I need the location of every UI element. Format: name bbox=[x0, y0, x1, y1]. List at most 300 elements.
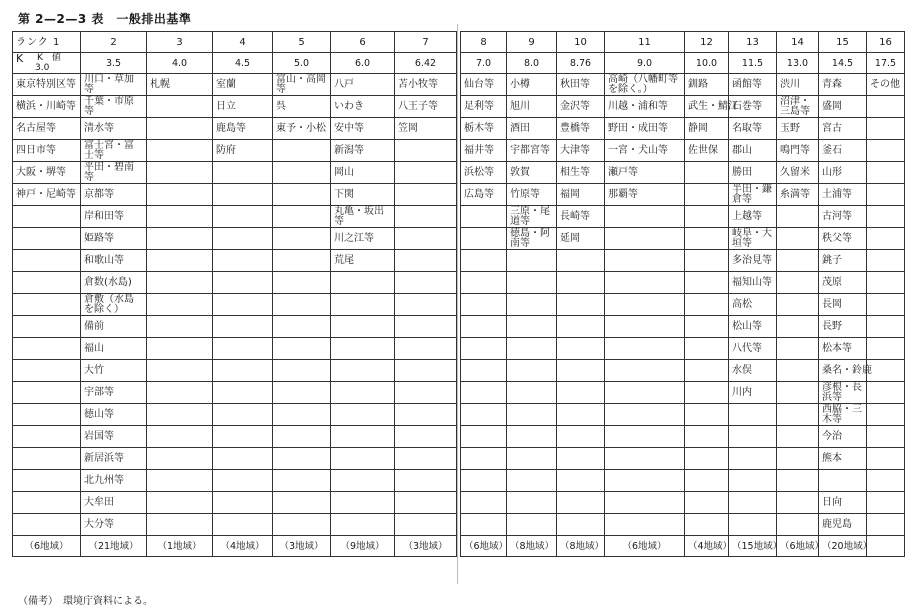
area-cell bbox=[605, 492, 685, 514]
table-row bbox=[461, 404, 905, 426]
totals-row bbox=[13, 536, 457, 557]
area-cell bbox=[461, 360, 507, 382]
area-cell bbox=[273, 426, 331, 448]
total-cell bbox=[867, 536, 905, 557]
area-cell bbox=[395, 426, 457, 448]
table-row bbox=[13, 250, 457, 272]
table-row bbox=[13, 228, 457, 250]
area-cell bbox=[147, 162, 213, 184]
table-row bbox=[13, 118, 457, 140]
area-cell bbox=[507, 294, 557, 316]
area-cell bbox=[557, 404, 605, 426]
area-cell: 竹原等 bbox=[507, 184, 557, 206]
area-cell bbox=[777, 294, 819, 316]
area-cell bbox=[213, 492, 273, 514]
area-cell: 静岡 bbox=[685, 118, 729, 140]
area-cell bbox=[13, 294, 81, 316]
area-cell bbox=[13, 514, 81, 536]
area-cell bbox=[273, 294, 331, 316]
area-cell bbox=[395, 382, 457, 404]
area-cell: 一宮・犬山等 bbox=[605, 140, 685, 162]
area-cell bbox=[213, 360, 273, 382]
area-cell bbox=[331, 316, 395, 338]
k-value-cell: 6.0 bbox=[331, 53, 395, 74]
area-cell bbox=[273, 250, 331, 272]
area-cell bbox=[273, 382, 331, 404]
area-cell: 福山 bbox=[81, 338, 147, 360]
total-cell: （6地域） bbox=[605, 536, 685, 557]
area-cell bbox=[395, 316, 457, 338]
area-cell bbox=[777, 448, 819, 470]
area-cell bbox=[685, 492, 729, 514]
table-row bbox=[461, 250, 905, 272]
area-cell bbox=[507, 250, 557, 272]
area-cell bbox=[213, 514, 273, 536]
area-cell: 八戸 bbox=[331, 74, 395, 96]
area-cell bbox=[557, 272, 605, 294]
total-cell: （1地域） bbox=[147, 536, 213, 557]
area-cell: 川之江等 bbox=[331, 228, 395, 250]
area-cell: 福岡 bbox=[557, 184, 605, 206]
area-cell bbox=[777, 360, 819, 382]
area-cell bbox=[867, 426, 905, 448]
area-cell: 古河等 bbox=[819, 206, 867, 228]
area-cell: 瀬戸等 bbox=[605, 162, 685, 184]
area-cell: 三原・尾道等 bbox=[507, 206, 557, 228]
table-row bbox=[461, 382, 905, 404]
area-cell bbox=[331, 382, 395, 404]
area-cell bbox=[461, 272, 507, 294]
table-row bbox=[13, 206, 457, 228]
rank-cell: 8 bbox=[461, 32, 507, 53]
area-cell: 川内 bbox=[729, 382, 777, 404]
area-cell: 東京特別区等 bbox=[13, 74, 81, 96]
area-cell: 岸和田等 bbox=[81, 206, 147, 228]
area-cell bbox=[867, 360, 905, 382]
area-cell: 徳山等 bbox=[81, 404, 147, 426]
table-row bbox=[13, 404, 457, 426]
area-cell bbox=[147, 184, 213, 206]
area-cell: 山形 bbox=[819, 162, 867, 184]
area-cell: 和歌山等 bbox=[81, 250, 147, 272]
area-cell: 四日市等 bbox=[13, 140, 81, 162]
rank-cell: 14 bbox=[777, 32, 819, 53]
area-cell bbox=[867, 492, 905, 514]
area-cell bbox=[395, 228, 457, 250]
area-cell: 苫小牧等 bbox=[395, 74, 457, 96]
area-cell bbox=[213, 250, 273, 272]
area-cell bbox=[685, 360, 729, 382]
rank-cell: 11 bbox=[605, 32, 685, 53]
table-row bbox=[461, 316, 905, 338]
area-cell bbox=[867, 140, 905, 162]
area-cell bbox=[461, 426, 507, 448]
table-title: 第 2—2—3 表 一般排出基準 bbox=[18, 12, 192, 26]
total-cell: （8地域） bbox=[507, 536, 557, 557]
k-value-row bbox=[13, 53, 457, 74]
area-cell: 熊本 bbox=[819, 448, 867, 470]
area-cell bbox=[777, 492, 819, 514]
total-cell: （4地域） bbox=[213, 536, 273, 557]
area-cell bbox=[331, 470, 395, 492]
area-cell: 川越・浦和等 bbox=[605, 96, 685, 118]
area-cell bbox=[867, 382, 905, 404]
area-cell bbox=[605, 448, 685, 470]
area-cell bbox=[147, 448, 213, 470]
area-cell bbox=[605, 360, 685, 382]
area-cell: 銚子 bbox=[819, 250, 867, 272]
area-cell: 武生・鯖江 bbox=[685, 96, 729, 118]
area-cell bbox=[605, 514, 685, 536]
area-cell bbox=[213, 162, 273, 184]
area-cell: 名取等 bbox=[729, 118, 777, 140]
area-cell: 岐阜・大垣等 bbox=[729, 228, 777, 250]
area-cell: 仙台等 bbox=[461, 74, 507, 96]
area-cell: 渋川 bbox=[777, 74, 819, 96]
area-cell bbox=[395, 448, 457, 470]
area-cell bbox=[867, 470, 905, 492]
area-cell: 倉数(水島) bbox=[81, 272, 147, 294]
area-cell bbox=[777, 382, 819, 404]
area-cell bbox=[213, 206, 273, 228]
area-cell bbox=[461, 228, 507, 250]
area-cell bbox=[867, 206, 905, 228]
table-row bbox=[461, 426, 905, 448]
table-row bbox=[13, 96, 457, 118]
total-cell: （15地域） bbox=[729, 536, 777, 557]
area-cell bbox=[213, 316, 273, 338]
area-cell bbox=[331, 272, 395, 294]
area-cell: 宇都宮等 bbox=[507, 140, 557, 162]
area-cell bbox=[461, 338, 507, 360]
area-cell: 大牟田 bbox=[81, 492, 147, 514]
area-cell bbox=[685, 448, 729, 470]
area-cell bbox=[395, 162, 457, 184]
area-cell bbox=[507, 360, 557, 382]
area-cell: 佐世保 bbox=[685, 140, 729, 162]
rank-cell: 15 bbox=[819, 32, 867, 53]
table-row bbox=[461, 184, 905, 206]
table-row bbox=[13, 272, 457, 294]
k-value-cell: 6.42 bbox=[395, 53, 457, 74]
table-row bbox=[461, 162, 905, 184]
table-row bbox=[461, 206, 905, 228]
k-value-cell: 8.76 bbox=[557, 53, 605, 74]
rank-header-row bbox=[461, 32, 905, 53]
area-cell: 金沢等 bbox=[557, 96, 605, 118]
area-cell: 東予・小松 bbox=[273, 118, 331, 140]
area-cell bbox=[213, 404, 273, 426]
area-cell bbox=[461, 514, 507, 536]
area-cell bbox=[395, 514, 457, 536]
rank-cell: 16 bbox=[867, 32, 905, 53]
table-row bbox=[13, 514, 457, 536]
area-cell bbox=[557, 360, 605, 382]
area-cell bbox=[557, 338, 605, 360]
area-cell bbox=[557, 316, 605, 338]
area-cell: 釧路 bbox=[685, 74, 729, 96]
k-value-cell: 17.5 bbox=[867, 53, 905, 74]
area-cell bbox=[605, 206, 685, 228]
area-cell bbox=[213, 272, 273, 294]
area-cell bbox=[461, 470, 507, 492]
area-cell bbox=[395, 140, 457, 162]
area-cell bbox=[605, 382, 685, 404]
area-cell bbox=[605, 338, 685, 360]
area-cell bbox=[273, 184, 331, 206]
area-cell bbox=[147, 272, 213, 294]
area-cell bbox=[777, 272, 819, 294]
area-cell: 日向 bbox=[819, 492, 867, 514]
area-cell: 横浜・川崎等 bbox=[13, 96, 81, 118]
total-cell: （20地域） bbox=[819, 536, 867, 557]
area-cell: 千葉・市原等 bbox=[81, 96, 147, 118]
area-cell: 勝田 bbox=[729, 162, 777, 184]
area-cell: 多治見等 bbox=[729, 250, 777, 272]
table-row bbox=[13, 382, 457, 404]
area-cell: 豊橋等 bbox=[557, 118, 605, 140]
area-cell bbox=[273, 228, 331, 250]
area-cell bbox=[273, 162, 331, 184]
area-cell bbox=[213, 338, 273, 360]
area-cell: 富山・高岡等 bbox=[273, 74, 331, 96]
area-cell: 清水等 bbox=[81, 118, 147, 140]
area-cell: 安中等 bbox=[331, 118, 395, 140]
area-cell bbox=[147, 360, 213, 382]
emission-table-right bbox=[460, 31, 905, 557]
area-cell: 桑名・鈴鹿 bbox=[819, 360, 867, 382]
area-cell bbox=[685, 470, 729, 492]
area-cell bbox=[273, 404, 331, 426]
table-row bbox=[461, 294, 905, 316]
k-value-cell: 5.0 bbox=[273, 53, 331, 74]
area-cell bbox=[867, 272, 905, 294]
rank-cell: 6 bbox=[331, 32, 395, 53]
area-cell bbox=[395, 404, 457, 426]
area-cell bbox=[867, 162, 905, 184]
area-cell bbox=[557, 250, 605, 272]
area-cell bbox=[685, 514, 729, 536]
table-row bbox=[13, 426, 457, 448]
area-cell bbox=[213, 294, 273, 316]
area-cell: 延岡 bbox=[557, 228, 605, 250]
area-cell: 彦根・長浜等 bbox=[819, 382, 867, 404]
area-cell bbox=[729, 404, 777, 426]
rank-header-row bbox=[13, 32, 457, 53]
area-cell bbox=[213, 228, 273, 250]
emission-table-left bbox=[12, 31, 457, 557]
area-cell: 倉敷（水島を除く） bbox=[81, 294, 147, 316]
area-cell bbox=[147, 250, 213, 272]
area-cell: 長岡 bbox=[819, 294, 867, 316]
k-value-row bbox=[461, 53, 905, 74]
area-cell bbox=[605, 228, 685, 250]
area-cell bbox=[395, 294, 457, 316]
area-cell: 半田・鎌倉等 bbox=[729, 184, 777, 206]
area-cell bbox=[507, 272, 557, 294]
table-row bbox=[461, 140, 905, 162]
area-cell bbox=[461, 492, 507, 514]
rank-cell: 3 bbox=[147, 32, 213, 53]
area-cell: 上越等 bbox=[729, 206, 777, 228]
area-cell: 糸満等 bbox=[777, 184, 819, 206]
area-cell: 姫路等 bbox=[81, 228, 147, 250]
table-row bbox=[13, 338, 457, 360]
area-cell: 久留米 bbox=[777, 162, 819, 184]
area-cell: 鹿島等 bbox=[213, 118, 273, 140]
area-cell bbox=[13, 228, 81, 250]
area-cell: 高崎（八幡町等を除く。） bbox=[605, 74, 685, 96]
table-row bbox=[13, 492, 457, 514]
total-cell: （8地域） bbox=[557, 536, 605, 557]
totals-row bbox=[461, 536, 905, 557]
area-cell bbox=[777, 228, 819, 250]
area-cell: 宮古 bbox=[819, 118, 867, 140]
area-cell bbox=[331, 294, 395, 316]
area-cell bbox=[507, 514, 557, 536]
area-cell: 今治 bbox=[819, 426, 867, 448]
area-cell bbox=[729, 492, 777, 514]
k-value-cell: 8.0 bbox=[507, 53, 557, 74]
total-cell: （3地域） bbox=[395, 536, 457, 557]
area-cell: 石巻等 bbox=[729, 96, 777, 118]
area-cell bbox=[605, 426, 685, 448]
area-cell: 岡山 bbox=[331, 162, 395, 184]
area-cell bbox=[273, 470, 331, 492]
rank-cell: 9 bbox=[507, 32, 557, 53]
area-cell bbox=[777, 206, 819, 228]
area-cell: 笠岡 bbox=[395, 118, 457, 140]
area-cell bbox=[147, 118, 213, 140]
area-cell bbox=[147, 514, 213, 536]
area-cell: 秋田等 bbox=[557, 74, 605, 96]
area-cell bbox=[777, 316, 819, 338]
area-cell bbox=[777, 250, 819, 272]
area-cell: 秩父等 bbox=[819, 228, 867, 250]
area-cell: 室蘭 bbox=[213, 74, 273, 96]
table-row bbox=[13, 184, 457, 206]
area-cell bbox=[13, 272, 81, 294]
area-cell bbox=[147, 294, 213, 316]
area-cell: 盛岡 bbox=[819, 96, 867, 118]
area-cell bbox=[507, 316, 557, 338]
area-cell bbox=[867, 118, 905, 140]
area-cell bbox=[147, 382, 213, 404]
total-cell: （4地域） bbox=[685, 536, 729, 557]
area-cell bbox=[557, 470, 605, 492]
area-cell bbox=[685, 162, 729, 184]
area-cell bbox=[147, 338, 213, 360]
area-cell: 浜松等 bbox=[461, 162, 507, 184]
rank-cell: 5 bbox=[273, 32, 331, 53]
area-cell bbox=[461, 250, 507, 272]
area-cell bbox=[507, 404, 557, 426]
area-cell: 松本等 bbox=[819, 338, 867, 360]
k-label-text: K 値 bbox=[37, 53, 61, 63]
area-cell bbox=[685, 382, 729, 404]
area-cell: 長崎等 bbox=[557, 206, 605, 228]
area-cell bbox=[557, 492, 605, 514]
area-cell: 神戸・尼崎等 bbox=[13, 184, 81, 206]
area-cell bbox=[685, 426, 729, 448]
area-cell bbox=[507, 492, 557, 514]
area-cell bbox=[729, 514, 777, 536]
area-cell: いわき bbox=[331, 96, 395, 118]
area-cell bbox=[557, 426, 605, 448]
k-value-cell: 13.0 bbox=[777, 53, 819, 74]
area-cell bbox=[777, 338, 819, 360]
area-cell bbox=[395, 184, 457, 206]
area-cell bbox=[729, 426, 777, 448]
k-value-rank1: 3.0 bbox=[35, 63, 50, 73]
area-cell bbox=[331, 426, 395, 448]
area-cell bbox=[395, 470, 457, 492]
area-cell: 大津等 bbox=[557, 140, 605, 162]
area-cell: 平田・碧南等 bbox=[81, 162, 147, 184]
area-cell: 福井等 bbox=[461, 140, 507, 162]
area-cell bbox=[331, 404, 395, 426]
area-cell bbox=[867, 448, 905, 470]
area-cell bbox=[147, 470, 213, 492]
rank-cell: 12 bbox=[685, 32, 729, 53]
rank-cell: 2 bbox=[81, 32, 147, 53]
area-cell bbox=[331, 338, 395, 360]
area-cell bbox=[395, 360, 457, 382]
table-row bbox=[461, 272, 905, 294]
area-cell: 函館等 bbox=[729, 74, 777, 96]
area-cell: 旭川 bbox=[507, 96, 557, 118]
area-cell: 茂原 bbox=[819, 272, 867, 294]
area-cell: その他 bbox=[867, 74, 905, 96]
area-cell bbox=[819, 470, 867, 492]
area-cell bbox=[507, 382, 557, 404]
area-cell: 沼津・三島等 bbox=[777, 96, 819, 118]
area-cell: 長野 bbox=[819, 316, 867, 338]
area-cell: 西脇・三木等 bbox=[819, 404, 867, 426]
area-cell bbox=[395, 492, 457, 514]
rank-cell: 13 bbox=[729, 32, 777, 53]
area-cell bbox=[685, 404, 729, 426]
area-cell bbox=[13, 470, 81, 492]
area-cell bbox=[507, 338, 557, 360]
area-cell bbox=[507, 448, 557, 470]
k-value-cell: 3.5 bbox=[81, 53, 147, 74]
area-cell: 栃木等 bbox=[461, 118, 507, 140]
area-cell bbox=[867, 294, 905, 316]
area-cell: 名古屋等 bbox=[13, 118, 81, 140]
area-cell bbox=[147, 404, 213, 426]
area-cell: 酒田 bbox=[507, 118, 557, 140]
area-cell bbox=[273, 316, 331, 338]
total-cell: （9地域） bbox=[331, 536, 395, 557]
area-cell bbox=[461, 294, 507, 316]
area-cell: 郡山 bbox=[729, 140, 777, 162]
area-cell bbox=[777, 404, 819, 426]
total-cell: （6地域） bbox=[777, 536, 819, 557]
table-row bbox=[461, 448, 905, 470]
area-cell bbox=[273, 492, 331, 514]
area-cell: 新居浜等 bbox=[81, 448, 147, 470]
k-value-cell: 4.5 bbox=[213, 53, 273, 74]
area-cell bbox=[147, 96, 213, 118]
area-cell bbox=[213, 184, 273, 206]
area-cell bbox=[685, 294, 729, 316]
total-cell: （21地域） bbox=[81, 536, 147, 557]
area-cell bbox=[13, 426, 81, 448]
area-cell bbox=[867, 338, 905, 360]
k-value-cell: 9.0 bbox=[605, 53, 685, 74]
area-cell bbox=[557, 514, 605, 536]
